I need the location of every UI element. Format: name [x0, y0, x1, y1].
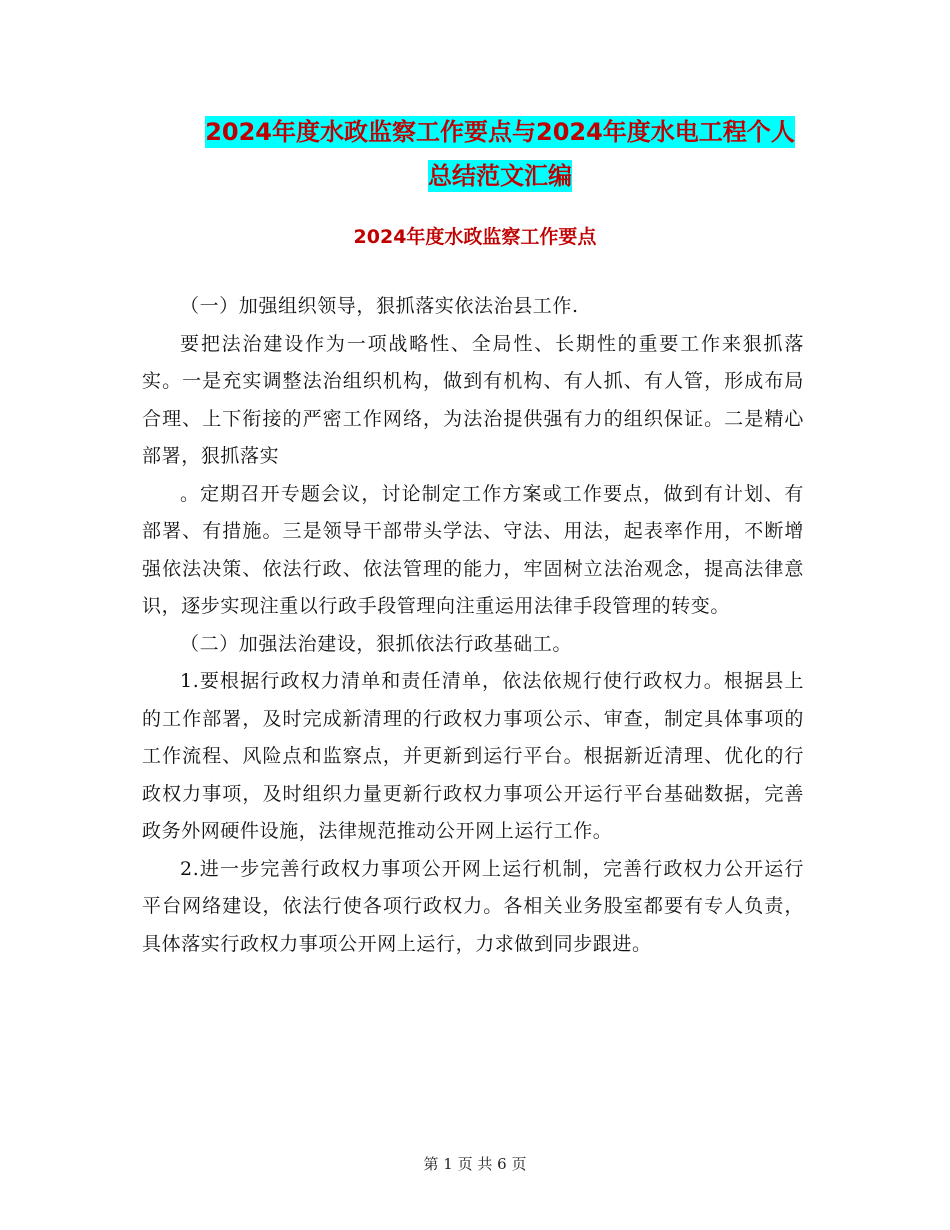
paragraph-6: 2.进一步完善行政权力事项公开网上运行机制，完善行政权力公开运行平台网络建设，依法行使各项行政权力。各相关业务股室都要有专人负责，具体落实行政权力事项公开网上运行，力求做到同步跟进。 [142, 857, 804, 955]
title-line-1: 2024年度水政监察工作要点与2024年度水电工程个人 [205, 118, 795, 146]
paragraph-4: （二）加强法治建设，狠抓依法行政基础工。 [180, 632, 573, 655]
paragraph-5: 1.要根据行政权力清单和责任清单，依法依规行使行政权力。根据县上的工作部署，及时完成新清理的行政权力事项公示、审查，制定具体事项的工作流程、风险点和监察点，并更新到运行平台。根据新近清理、优化的行政权力事项，及时组织力量更新行政权力事项公开运行平台基础数据，完善政务外网硬件设施，法律规范推动公开网上运行工作。 [142, 670, 804, 842]
document-body [142, 288, 804, 963]
title-line-2: 总结范文汇编 [428, 162, 572, 190]
page-footer: 第 1 页 共 6 页 [423, 1155, 527, 1173]
paragraph-1: （一）加强组织领导，狠抓落实依法治县工作. [180, 295, 579, 317]
paragraph-3: 。定期召开专题会议，讨论制定工作方案或工作要点，做到有计划、有部署、有措施。三是领导干部带头学法、守法、用法，起表率作用，不断增强依法决策、依法行政、依法管理的能力，牢固树立法治观念，提高法律意识，逐步实现注重以行政手段管理向注重运用法律手段管理的转变。 [142, 482, 804, 617]
section-title: 2024年度水政监察工作要点 [353, 226, 597, 248]
paragraph-2: 要把法治建设作为一项战略性、全局性、长期性的重要工作来狠抓落实。一是充实调整法治组织机构，做到有机构、有人抓、有人管，形成布局合理、上下衔接的严密工作网络，为法治提供强有力的组织保证。二是精心部署，狠抓落实 [142, 332, 804, 467]
document-title [140, 110, 860, 198]
